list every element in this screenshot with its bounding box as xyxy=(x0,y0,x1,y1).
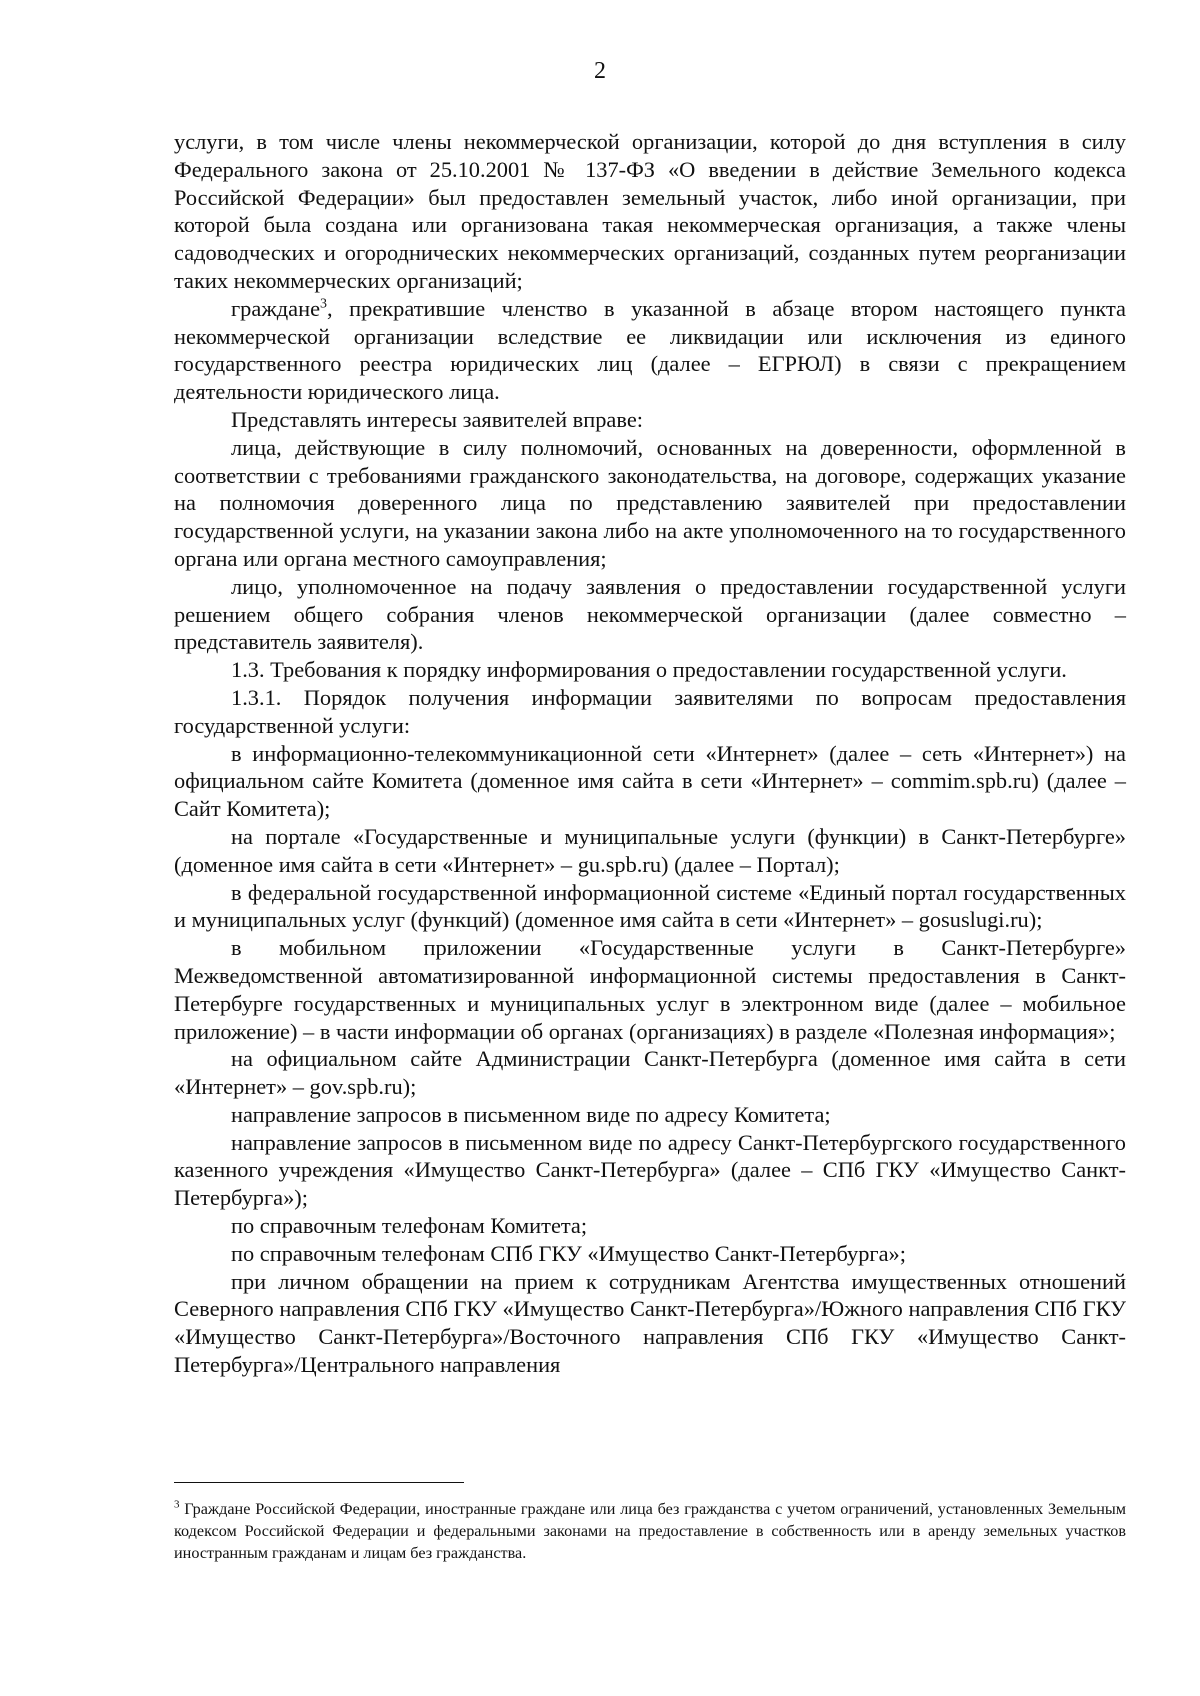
subsection-heading xyxy=(174,684,1126,740)
page-number: 2 xyxy=(594,58,606,84)
paragraph xyxy=(174,406,1126,434)
paragraph xyxy=(174,740,1126,823)
footnote xyxy=(174,1498,1126,1564)
paragraph xyxy=(174,934,1126,1045)
paragraph-text: 1.3.1. Порядок получения информации заявителями по вопросам предоставления государственной услуги: xyxy=(174,684,1126,738)
paragraph xyxy=(174,295,1126,406)
footnote-divider xyxy=(174,1482,464,1483)
paragraph-text: в информационно-телекоммуникационной сети «Интернет» (далее – сеть «Интернет») на официальном сайте Комитета (доменное имя сайта в сети «Интернет» – commim.spb.ru) (далее – Сайт Комитета); xyxy=(174,740,1126,822)
paragraph xyxy=(174,823,1126,879)
paragraph-text: в федеральной государственной информационной системе «Единый портал государственных и муниципальных услуг (функций) (доменное имя сайта в сети «Интернет» – gosuslugi.ru); xyxy=(174,879,1126,933)
paragraph xyxy=(174,1129,1126,1212)
paragraph-text: 1.3. Требования к порядку информирования о предоставлении государственной услуги. xyxy=(231,657,1067,683)
paragraph-text: при личном обращении на прием к сотрудникам Агентства имущественных отношений Северного направления СПб ГКУ «Имущество Санкт-Петербурга»/Южного направления СПб ГКУ «Имущество Санкт-Петербурга»/Восточного направления СПб ГКУ «Имущество Санкт-Петербурга»/Центрального направления xyxy=(174,1268,1126,1378)
paragraph xyxy=(174,128,1126,295)
paragraph-text: граждане xyxy=(231,295,321,321)
footnote-reference: 3 xyxy=(320,296,328,312)
paragraph xyxy=(174,879,1126,935)
paragraph xyxy=(174,1212,1126,1240)
body-text xyxy=(174,128,1126,1379)
paragraph-text: Представлять интересы заявителей вправе: xyxy=(231,406,643,432)
section-heading xyxy=(174,656,1126,684)
paragraph-text: по справочным телефонам Комитета; xyxy=(231,1213,588,1239)
paragraph-text: на официальном сайте Администрации Санкт-Петербурга (доменное имя сайта в сети «Интернет» – gov.spb.ru); xyxy=(174,1046,1126,1100)
footnote-marker: 3 xyxy=(174,1498,180,1511)
paragraph-text: лицо, уполномоченное на подачу заявления о предоставлении государственной услуги решением общего собрания членов некоммерческой организации (далее совместно – представитель заявителя). xyxy=(174,573,1126,655)
paragraph-text: направление запросов в письменном виде по адресу Санкт-Петербургского государственного казенного учреждения «Имущество Санкт-Петербурга» (далее – СПб ГКУ «Имущество Санкт-Петербурга»); xyxy=(174,1129,1126,1211)
paragraph-text: направление запросов в письменном виде по адресу Комитета; xyxy=(231,1101,831,1127)
paragraph xyxy=(174,573,1126,656)
paragraph-text: , прекратившие членство в указанной в абзаце втором настоящего пункта некоммерческой организации вследствие ее ликвидации или исключения из единого государственного реестра юридических лиц (далее – ЕГРЮЛ) в связи с прекращением деятельности юридического лица. xyxy=(174,295,1126,405)
footnote-text: Граждане Российской Федерации, иностранные граждане или лица без гражданства с учетом ограничений, установленных Земельным кодексом Российской Федерации и федеральными законами на предоставление в собственность или в аренду земельных участков иностранным гражданам и лицам без гражданства. xyxy=(174,1500,1126,1562)
paragraph xyxy=(174,1101,1126,1129)
paragraph xyxy=(174,1268,1126,1379)
paragraph xyxy=(174,1045,1126,1101)
paragraph-text: на портале «Государственные и муниципальные услуги (функции) в Санкт-Петербурге» (доменное имя сайта в сети «Интернет» – gu.spb.ru) (далее – Портал); xyxy=(174,823,1126,877)
paragraph xyxy=(174,1240,1126,1268)
paragraph-text: по справочным телефонам СПб ГКУ «Имущество Санкт-Петербурга»; xyxy=(231,1240,906,1266)
paragraph-text: услуги, в том числе члены некоммерческой организации, которой до дня вступления в силу Федерального закона от 25.10.2001 № 137-ФЗ «О введении в действие Земельного кодекса Российской Федерации» был предоставлен земельный участок, либо иной организации, при которой была создана или организована такая некоммерческая организация, а также члены садоводческих и огороднических некоммерческих организаций, созданных путем реорганизации таких некоммерческих организаций; xyxy=(174,129,1126,293)
paragraph-text: в мобильном приложении «Государственные услуги в Санкт-Петербурге» Межведомственной автоматизированной информационной системы предоставления в Санкт-Петербурге государственных и муниципальных услуг в электронном виде (далее – мобильное приложение) – в части информации об органах (организациях) в разделе «Полезная информация»; xyxy=(174,935,1126,1044)
paragraph xyxy=(174,434,1126,573)
paragraph-text: лица, действующие в силу полномочий, основанных на доверенности, оформленной в соответствии с требованиями гражданского законодательства, на договоре, содержащих указание на полномочия доверенного лица по представлению заявителей при предоставлении государственной услуги, на указании закона либо на акте уполномоченного на то государственного органа или органа местного самоуправления; xyxy=(174,434,1126,571)
